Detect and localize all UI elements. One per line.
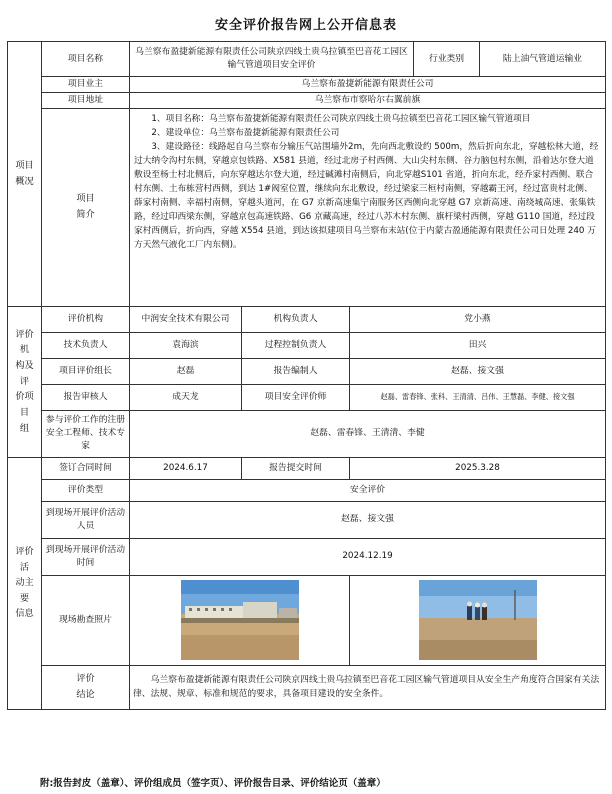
section-activities: 评价活 动主要 信息	[8, 457, 42, 709]
tech-label: 技术负责人	[42, 332, 130, 358]
owner-value: 乌兰察布盈捷新能源有限责任公司	[130, 77, 606, 93]
info-table	[7, 41, 606, 710]
engineers-label: 参与评价工作的注册安全工程师、技术专家	[42, 410, 130, 457]
photo-cell-1	[130, 575, 350, 665]
engineers-value: 赵磊、雷春锋、王清清、李健	[130, 410, 606, 457]
submit-date: 2025.3.28	[350, 457, 606, 479]
contract-label: 签订合同时间	[42, 457, 130, 479]
leader-value: 党小燕	[350, 306, 606, 332]
site-staff-value: 赵磊、接文强	[130, 501, 606, 538]
site-time-label: 到现场开展评价活动时间	[42, 538, 130, 575]
project-name: 乌兰察布盈捷新能源有限责任公司陕京四线土贵乌拉镇至巴音花工园区输气管道项目安全评价	[130, 42, 414, 77]
evaluators-label: 项目安全评价师	[242, 384, 350, 410]
summary-item-3: 3、建设路径：线路起自乌兰察布分输压气站围墙外2m，先向西北敷设约 500m，然后折向东北，穿越松林大道，经过大纳令沟村东侧，穿越京包铁路、X581 县道，经过北房子村西侧、大山尖村东侧、谷力脑包村东侧，沿着达尔登大道敷设至杨士村北侧后，向东穿越达尔登大道，经过碱滩村南侧后，向北穿越S101 省道，折向东北，经乔家村西侧、联合村东侧、土布栋营村西侧，到达 1#阀室位置，继续向东北敷设，经过梁家三桓村南侧，穿越霸王河，经过富贵村北侧、薛家村南侧、幸福村南侧，穿越头道河，在 G7 京新高速集宁南服务区西侧向北穿越 G7 京新高速、南绕城高速、张集铁路，经过印西梁东侧，穿越京包高速铁路、G6 京藏高速，经过八苏木村东侧、旗杆梁村西侧，穿越 G110 国道，经过段家村西侧后，折向西，穿越 X554 县道，到达该拟建项目乌兰察布末站(位于内蒙古盈通能源有限责任公司日处理 240 万方天然气液化工厂内东侧)。	[134, 141, 599, 251]
photo-cell-2	[350, 575, 606, 665]
footer-note: 附:报告封皮（盖章）、评价组成员（签字页）、评价报告目录、评价结论页（盖章）	[40, 778, 386, 789]
site-photo-2	[419, 580, 537, 660]
address-label: 项目地址	[42, 92, 130, 108]
address-value: 乌兰察布市察哈尔右翼前旗	[130, 92, 606, 108]
site-time-value: 2024.12.19	[130, 538, 606, 575]
org-value: 中润安全技术有限公司	[130, 306, 242, 332]
evaluators-value: 赵磊、雷春锋、张科、王清清、吕伟、王慧磊、李健、接文强	[350, 384, 606, 410]
page-title: 安全评价报告网上公开信息表	[214, 18, 397, 33]
section-project-overview: 项目 概况	[8, 42, 42, 307]
summary-label: 项目 简介	[42, 108, 130, 306]
writer-label: 报告编制人	[242, 358, 350, 384]
process-value: 田兴	[350, 332, 606, 358]
section-institution: 评价机 构及评 价项目 组	[8, 306, 42, 457]
conclusion-label: 评价 结论	[42, 665, 130, 709]
team-leader-value: 赵磊	[130, 358, 242, 384]
writer-value: 赵磊、接文强	[350, 358, 606, 384]
tech-value: 袁海滨	[130, 332, 242, 358]
team-leader-label: 项目评价组长	[42, 358, 130, 384]
project-name-label: 项目名称	[42, 42, 130, 77]
photos-label: 现场勘查照片	[42, 575, 130, 665]
type-value: 安全评价	[130, 479, 606, 501]
org-label: 评价机构	[42, 306, 130, 332]
reviewer-value: 成天龙	[130, 384, 242, 410]
industry-value: 陆上油气管道运输业	[480, 42, 606, 77]
leader-label: 机构负责人	[242, 306, 350, 332]
owner-label: 项目业主	[42, 77, 130, 93]
summary-item-1: 1、项目名称：乌兰察布盈捷新能源有限责任公司陕京四线土贵乌拉镇至巴音花工园区输气管道项目	[151, 113, 531, 124]
reviewer-label: 报告审核人	[42, 384, 130, 410]
process-label: 过程控制负责人	[242, 332, 350, 358]
summary-item-2: 2、建设单位：乌兰察布盈捷新能源有限责任公司	[151, 127, 340, 138]
project-summary	[130, 108, 606, 306]
type-label: 评价类型	[42, 479, 130, 501]
conclusion-value: 乌兰察布盈捷新能源有限责任公司陕京四线土贵乌拉镇至巴音花工园区输气管道项目从安全生产角度符合国家有关法律、法规、规章、标准和规范的要求，具备项目建设的安全条件。	[130, 665, 606, 709]
site-staff-label: 到现场开展评价活动人员	[42, 501, 130, 538]
industry-label: 行业类别	[414, 42, 480, 77]
contract-date: 2024.6.17	[130, 457, 242, 479]
submit-label: 报告提交时间	[242, 457, 350, 479]
site-photo-1	[181, 580, 299, 660]
